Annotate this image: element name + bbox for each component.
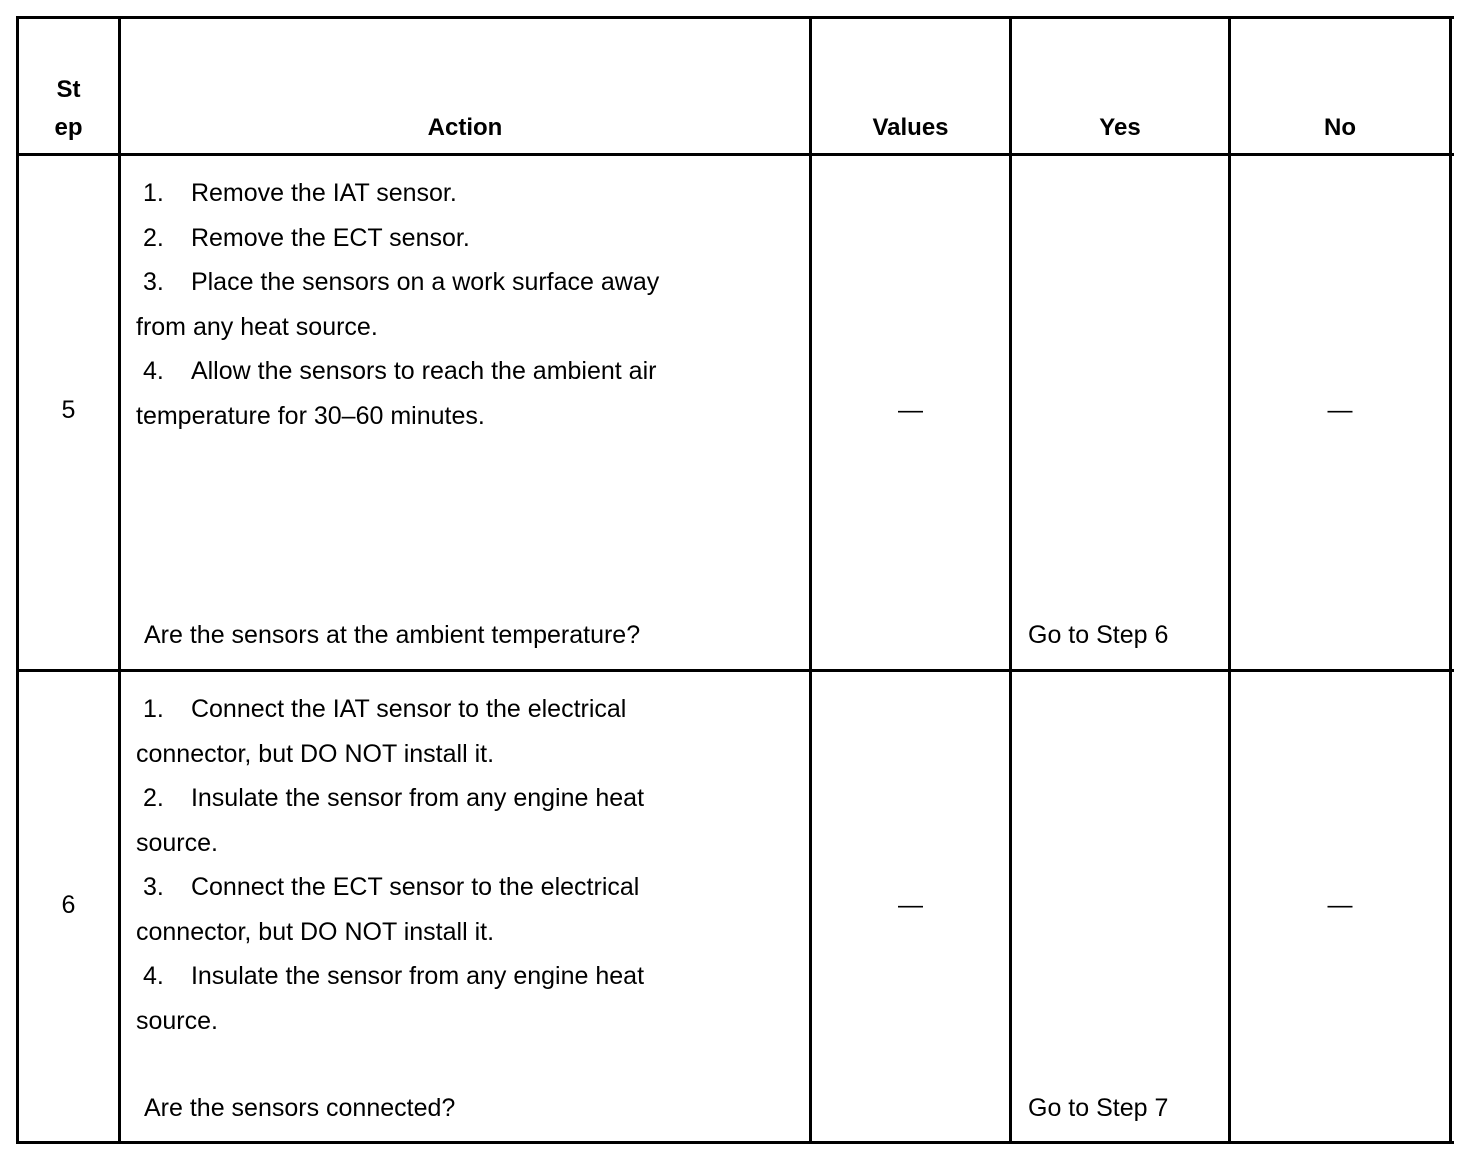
table-border-top bbox=[16, 16, 1454, 19]
column-divider bbox=[1009, 16, 1012, 1144]
list-item bbox=[136, 954, 644, 999]
item-continuation: temperature for 30–60 minutes. bbox=[136, 401, 485, 430]
item-continuation: connector, but DO NOT install it. bbox=[136, 739, 495, 768]
item-continuation: source. bbox=[136, 1006, 218, 1035]
item-text: Insulate the sensor from any engine heat bbox=[190, 784, 645, 812]
table-border-left bbox=[16, 16, 19, 1144]
item-text: Place the sensors on a work surface away bbox=[190, 268, 660, 296]
column-divider bbox=[1228, 16, 1231, 1144]
item-continuation: source. bbox=[136, 828, 218, 857]
item-text: Connect the IAT sensor to the electrical bbox=[190, 695, 627, 723]
item-number: 2. bbox=[142, 784, 164, 812]
diagnostic-table bbox=[16, 16, 1454, 1144]
header-no: No bbox=[1324, 114, 1356, 141]
item-number: 3. bbox=[142, 873, 164, 901]
header-action: Action bbox=[427, 114, 503, 141]
action-question: Are the sensors at the ambient temperature? bbox=[144, 621, 641, 649]
header-yes: Yes bbox=[1099, 114, 1141, 141]
list-item bbox=[136, 776, 644, 821]
item-continuation: from any heat source. bbox=[136, 312, 378, 341]
action-question: Are the sensors connected? bbox=[144, 1094, 456, 1122]
item-number: 2. bbox=[142, 223, 164, 252]
list-item bbox=[136, 349, 659, 394]
action-steps bbox=[136, 687, 644, 1043]
action-steps bbox=[136, 171, 659, 438]
no-cell: — bbox=[1327, 396, 1353, 424]
header-values: Values bbox=[872, 114, 949, 141]
header-step bbox=[19, 71, 118, 147]
header-divider bbox=[16, 153, 1454, 156]
list-item bbox=[136, 865, 644, 910]
list-item bbox=[136, 171, 659, 216]
step-number: 5 bbox=[61, 396, 76, 424]
table-border-right bbox=[1449, 16, 1452, 1144]
item-text: Remove the IAT sensor. bbox=[190, 179, 457, 207]
item-number: 1. bbox=[142, 695, 164, 723]
list-item bbox=[136, 687, 644, 732]
item-text: Remove the ECT sensor. bbox=[190, 223, 470, 252]
row-divider bbox=[16, 669, 1454, 672]
item-text: Insulate the sensor from any engine heat bbox=[190, 962, 645, 990]
item-number: 1. bbox=[142, 179, 164, 207]
values-cell: — bbox=[898, 396, 923, 424]
yes-cell: Go to Step 7 bbox=[1028, 1094, 1169, 1122]
header-step-line1: St bbox=[56, 76, 81, 103]
table-border-bottom bbox=[16, 1141, 1454, 1144]
item-continuation: connector, but DO NOT install it. bbox=[136, 917, 495, 946]
header-step-line2: ep bbox=[54, 114, 83, 141]
step-number: 6 bbox=[61, 891, 76, 919]
yes-cell: Go to Step 6 bbox=[1028, 621, 1169, 649]
list-item bbox=[136, 260, 659, 305]
values-cell: — bbox=[898, 891, 923, 919]
item-text: Allow the sensors to reach the ambient air bbox=[190, 357, 657, 385]
item-number: 3. bbox=[142, 268, 164, 296]
column-divider bbox=[118, 16, 121, 1144]
no-cell: — bbox=[1327, 891, 1353, 919]
item-number: 4. bbox=[142, 357, 164, 385]
item-number: 4. bbox=[142, 962, 164, 990]
column-divider bbox=[809, 16, 812, 1144]
item-text: Connect the ECT sensor to the electrical bbox=[190, 873, 640, 901]
list-item bbox=[136, 216, 659, 261]
